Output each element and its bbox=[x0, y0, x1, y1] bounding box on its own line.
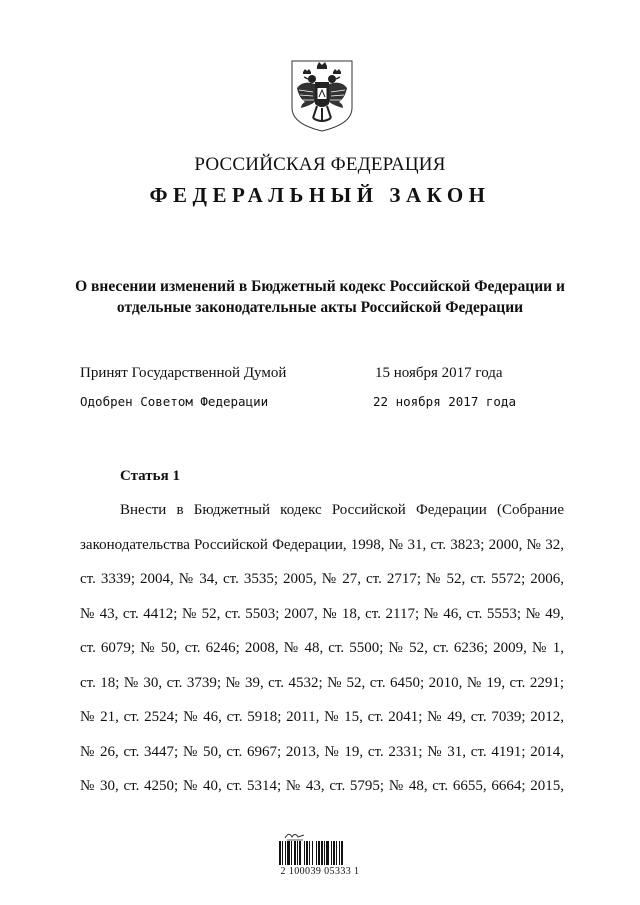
barcode-bar bbox=[285, 841, 286, 865]
barcode-bar bbox=[326, 841, 329, 865]
body-text-line: ст. 6079; № 50, ст. 6246; 2008, № 48, ст. 5500; № 52, ст. 6236; 2009, № 1, bbox=[80, 640, 564, 656]
barcode-bar bbox=[316, 841, 317, 865]
barcode-bar bbox=[324, 841, 325, 865]
approved-date: 22 ноября 2017 года bbox=[373, 394, 516, 409]
scribble-mark-icon bbox=[284, 828, 306, 840]
body-text-line: законодательства Российской Федерации, 1998, № 31, ст. 3823; 2000, № 32, bbox=[80, 537, 564, 553]
barcode-bar bbox=[299, 841, 301, 865]
body-text-line: № 43, ст. 4412; № 52, ст. 5503; 2007, № 18, ст. 2117; № 46, ст. 5553; № 49, bbox=[80, 606, 564, 622]
barcode-icon bbox=[279, 841, 361, 865]
barcode-number: 2 100039 05333 1 bbox=[280, 866, 360, 877]
law-title bbox=[60, 276, 580, 318]
document-type: ФЕДЕРАЛЬНЫЙ ЗАКОН bbox=[149, 183, 491, 207]
adopted-date: 15 ноября 2017 года bbox=[375, 365, 503, 381]
barcode-bar bbox=[304, 841, 305, 865]
barcode-bar bbox=[312, 841, 313, 865]
barcode-bar bbox=[341, 841, 343, 865]
adopted-by-label: Принят Государственной Думой bbox=[80, 365, 287, 381]
coat-of-arms-icon bbox=[289, 58, 355, 134]
body-text-line: ст. 18; № 30, ст. 3739; № 39, ст. 4532; № 52, ст. 6450; 2010, № 19, ст. 2291; bbox=[80, 675, 564, 691]
barcode-bar bbox=[297, 841, 298, 865]
body-text-line: ст. 3339; 2004, № 34, ст. 3535; 2005, № 27, ст. 2717; № 52, ст. 5572; 2006, bbox=[80, 571, 564, 587]
barcode-bar bbox=[309, 841, 310, 865]
barcode-bar bbox=[279, 841, 281, 865]
barcode-bar bbox=[331, 841, 332, 865]
barcode-bar bbox=[318, 841, 320, 865]
barcode-bar bbox=[282, 841, 283, 865]
barcode-bar bbox=[336, 841, 337, 865]
barcode-bar bbox=[321, 841, 323, 865]
barcode-bar bbox=[294, 841, 296, 865]
approved-by-label: Одобрен Советом Федерации bbox=[80, 394, 269, 409]
body-text-line: Внести в Бюджетный кодекс Российской Федерации (Собрание bbox=[120, 502, 564, 518]
barcode-bar bbox=[339, 841, 340, 865]
body-text-line: № 30, ст. 4250; № 40, ст. 5314; № 43, ст. 5795; № 48, ст. 6655, 6664; 2015, bbox=[80, 778, 564, 794]
barcode-bar bbox=[333, 841, 335, 865]
barcode-bar bbox=[306, 841, 308, 865]
body-text-line: № 21, ст. 2524; № 46, ст. 5918; 2011, № 15, ст. 2041; № 49, ст. 7039; 2012, bbox=[80, 709, 564, 725]
law-title-line: отдельные законодательные акты Российской Федерации bbox=[116, 299, 524, 316]
body-text-line: № 26, ст. 3447; № 50, ст. 6967; 2013, № 19, ст. 2331; № 31, ст. 4191; 2014, bbox=[80, 744, 564, 760]
article-heading: Статья 1 bbox=[120, 468, 180, 484]
country-name: РОССИЙСКАЯ ФЕДЕРАЦИЯ bbox=[194, 154, 446, 175]
law-title-line: О внесении изменений в Бюджетный кодекс Российской Федерации и bbox=[75, 278, 565, 295]
barcode-bar bbox=[291, 841, 292, 865]
barcode-bar bbox=[287, 841, 290, 865]
